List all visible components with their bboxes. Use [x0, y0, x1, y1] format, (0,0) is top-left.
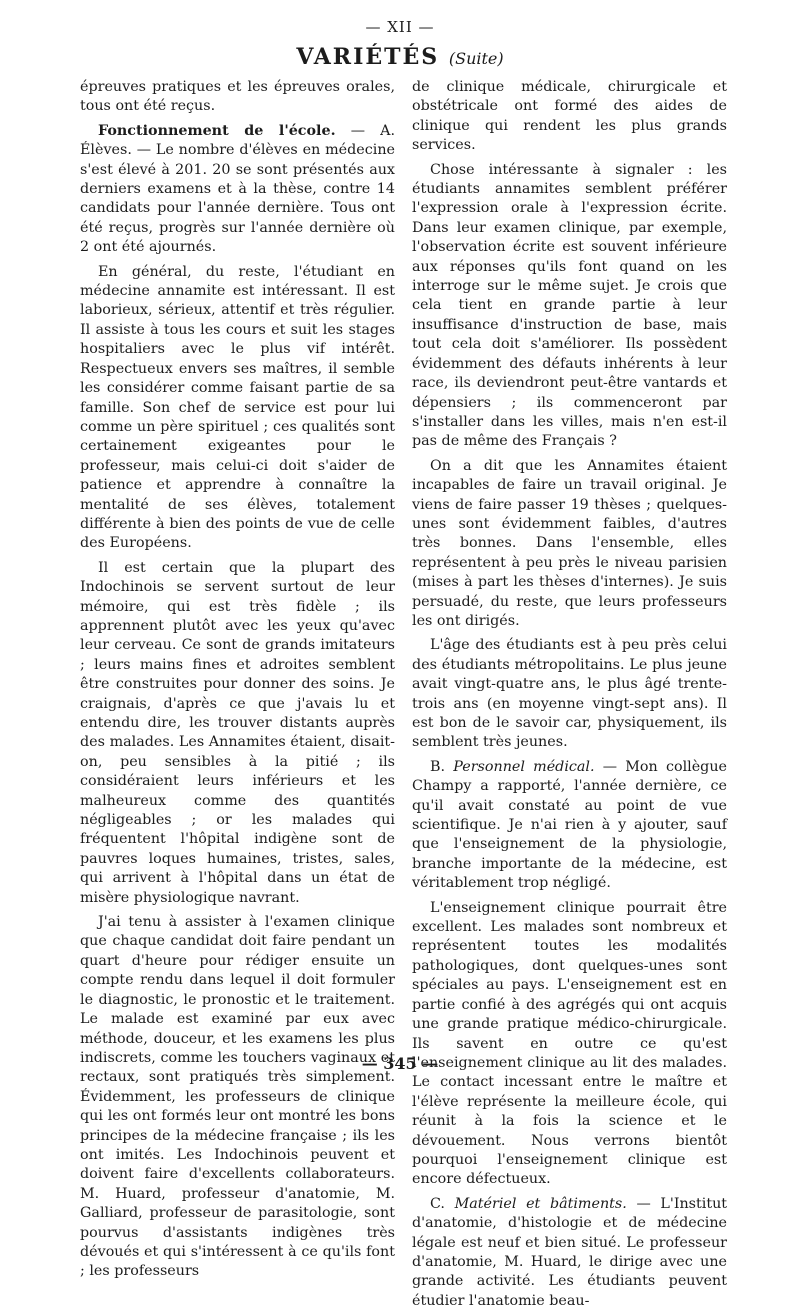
- right-column: [412, 78, 727, 1316]
- paragraph: L'âge des étudiants est à peu près celui des étudiants métropolitains. Le plus jeune avait vingt-quatre ans, le plus âgé trente-trois ans (en moyenne vingt-sept ans). Il est bon de le savoir car, physiquement, ils semblent très jeunes.: [412, 637, 727, 751]
- paragraph-text: — Mon collègue Champy a rapporté, l'année dernière, ce qu'il avait constaté au point de vue scientifique. Je n'ai rien à y ajouter, sauf que l'enseignement de la physiologie, branche importante de la médecine, est véritablement trop négligé.: [412, 758, 727, 892]
- paragraph: [80, 122, 395, 258]
- paragraph-text: — Le nombre d'élèves en médecine s'est élevé à 201. 20 se sont présentés aux derniers examens et à la thèse, contre 14 candidats pour l'année dernière. Tous ont été reçus, progrès sur l'année dernière où 2 ont été ajournés.: [80, 142, 395, 256]
- paragraph: J'ai tenu à assister à l'examen clinique que chaque candidat doit faire pendant un quart d'heure pour rédiger ensuite un compte rendu dans lequel il doit formuler le diagnostic, le pronostic et le traitement. Le malade est examiné par eux avec méthode, douceur, et les examens les plus indiscrets, comme les touchers vaginaux et rectaux, sont pratiqués très simplement. Évidemment, les professeurs de clinique qui les ont formés leur ont montré les bons principes de la médecine française ; ils les ont imités. Les Indochinois peuvent et doivent faire d'excellents collaborateurs. M. Huard, professeur d'anatomie, M. Galliard, professeur de parasitologie, sont pourvus d'assistants indigènes très dévoués et qui s'intéressent à ce qu'ils font ; les professeurs: [80, 914, 395, 1280]
- paragraph: On a dit que les Annamites étaient incapables de faire un travail original. Je viens de faire passer 19 thèses ; quelques-unes sont évidemment faibles, d'autres très bonnes. Dans l'ensemble, elles représentent à peu près le niveau parisien (mises à part les thèses d'internes). Je suis persuadé, du reste, que leurs professeurs les ont dirigés.: [412, 457, 727, 629]
- paragraph: [412, 758, 727, 894]
- section-heading: [0, 44, 800, 70]
- subsection-letter: B.: [430, 758, 446, 775]
- subsection-label: — A. Élèves.: [80, 122, 395, 159]
- subsection-heading: Matériel et bâtiments.: [454, 1195, 627, 1212]
- paragraph: épreuves pratiques et les épreuves orales, tous ont été reçus.: [80, 79, 395, 115]
- subsection-heading: Fonctionnement de l'école.: [98, 122, 336, 139]
- paragraph: Il est certain que la plupart des Indochinois se servent surtout de leur mémoire, qui est très fidèle ; ils apprennent plutôt avec les yeux qu'avec leur cerveau. Ce sont de grands imitateurs ; leurs mains fines et adroites semblent être construites pour donner des soins. Je craignais, d'après ce que j'avais lu et entendu dire, les trouver distants auprès des malades. Les Annamites étaient, disait-on, peu sensibles à la pitié ; ils considéraient leurs inférieurs et les malheureux comme des quantités négligeables ; or les malades qui fréquentent l'hôpital indigène sont de pauvres loques humaines, tristes, sales, qui arrivent à l'hôpital dans un état de misère physiologique navrant.: [80, 559, 395, 906]
- paragraph: En général, du reste, l'étudiant en médecine annamite est intéressant. Il est laborieux, sérieux, attentif et très régulier. Il assiste à tous les cours et suit les stages hospitaliers avec le plus vif intérêt. Respectueux envers ses maîtres, il semble les considérer comme faisant partie de sa famille. Son chef de service est pour lui comme un père spirituel ; ces qualités sont certainement exigeantes pour le professeur, mais celui-ci doit s'aider de patience et apprendre à connaître la mentalité de ses élèves, totalement différente à bien des points de vue de celle des Européens.: [80, 263, 395, 552]
- paragraph: [412, 1195, 727, 1311]
- page-number: — 345 —: [361, 1054, 439, 1073]
- section-title-suffix: (Suite): [448, 49, 504, 68]
- paragraph: Chose intéressante à signaler : les étudiants annamites semblent préférer l'expression orale à l'expression écrite. Dans leur examen clinique, par exemple, l'observation écrite est souvent inférieure aux réponses qu'ils font quand on les interroge sur le même sujet. Je crois que cela tient en grande partie à leur insuffisance d'instruction de base, mais tout cela doit s'améliorer. Ils possèdent évidemment des défauts inhérents à leur race, ils deviendront peut-être vantards et dépensiers ; ils commenceront par s'installer dans les villes, mais n'en est-il pas de même des Français ?: [412, 161, 727, 450]
- paragraph: L'enseignement clinique pourrait être excellent. Les malades sont nombreux et représentent toutes les modalités pathologiques, dont quelques-unes sont spéciales au pays. L'enseignement est en partie confié à des agrégés qui ont acquis une grande pratique médico-chirurgicale. Ils savent en outre ce qu'est l'enseignement clinique au lit des malades. Le contact incessant entre le maître et l'élève représente la meilleure école, qui réunit à la fois la science et le dévouement. Nous verrons bientôt pourquoi l'enseignement clinique est encore défectueux.: [412, 899, 727, 1188]
- subsection-heading: Personnel médical.: [453, 758, 595, 775]
- left-column: [80, 78, 395, 1287]
- section-title: VARIÉTÉS: [296, 44, 440, 70]
- paragraph-text: — L'Institut d'anatomie, d'histologie et de médecine légale est neuf et bien situé. Le professeur d'anatomie, M. Huard, le dirige avec une grande activité. Les étudiants peuvent étudier l'anatomie beau-: [412, 1195, 728, 1309]
- subsection-letter: C.: [430, 1195, 445, 1212]
- paragraph: de clinique médicale, chirurgicale et obstétricale ont formé des aides de clinique qui rendent les plus grands services.: [412, 79, 727, 154]
- roman-page-number: — XII —: [365, 18, 435, 36]
